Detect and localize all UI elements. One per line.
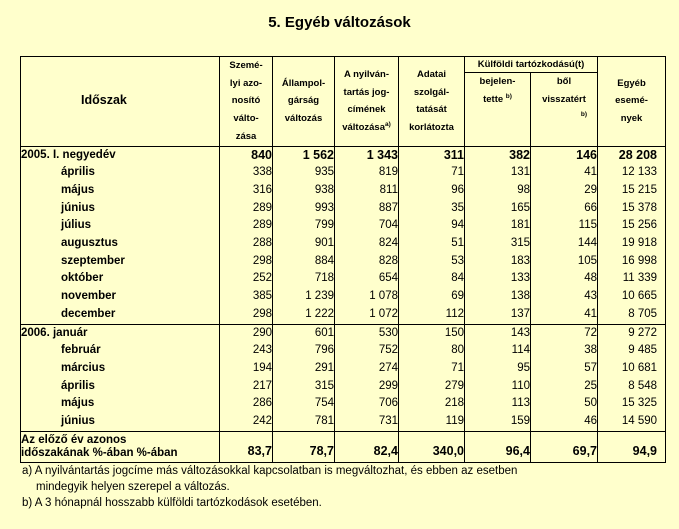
row-label: október [21, 270, 220, 288]
table-cell: 113 [465, 395, 531, 413]
table-cell: 46 [531, 413, 598, 431]
table-cell: 8 705 [598, 306, 666, 324]
table-cell: 25 [531, 378, 598, 396]
table-cell: 1 072 [335, 306, 399, 324]
table-cell: 41 [531, 306, 598, 324]
footnote-b: b) A 3 hónapnál hosszabb külföldi tartózkodások esetében. [22, 497, 322, 509]
table-cell: 83,7 [220, 431, 273, 462]
table-cell: 69 [399, 288, 465, 306]
table-row [21, 164, 666, 182]
table-row [21, 200, 666, 218]
table-row [21, 413, 666, 431]
table-cell: 194 [220, 360, 273, 378]
table-cell: 146 [531, 146, 598, 164]
table-cell: 38 [531, 342, 598, 360]
summary-row [21, 431, 666, 462]
table-cell: 781 [273, 413, 335, 431]
row-label: február [21, 342, 220, 360]
table-cell: 165 [465, 200, 531, 218]
table-cell: 242 [220, 413, 273, 431]
table-cell: 706 [335, 395, 399, 413]
table-cell: 29 [531, 182, 598, 200]
table-cell: 115 [531, 217, 598, 235]
table-cell: 298 [220, 306, 273, 324]
table-cell: 274 [335, 360, 399, 378]
table-cell: 704 [335, 217, 399, 235]
row-label: május [21, 395, 220, 413]
footnote-a-cont: mindegyik helyen szerepel a változás. [36, 481, 230, 493]
table-cell: 48 [531, 270, 598, 288]
table-cell: 150 [399, 324, 465, 342]
header-registration-change: A nyilván- tartás jog- címének változása$^{a)}$ [335, 57, 399, 147]
table-cell: 252 [220, 270, 273, 288]
row-label: május [21, 182, 220, 200]
table-cell: 993 [273, 200, 335, 218]
table-cell: 138 [465, 288, 531, 306]
table-row [21, 182, 666, 200]
row-label: június [21, 413, 220, 431]
table-cell: 57 [531, 360, 598, 378]
table-cell: 41 [531, 164, 598, 182]
table-cell: 315 [273, 378, 335, 396]
table-cell: 385 [220, 288, 273, 306]
table-cell: 15 325 [598, 395, 666, 413]
table-cell: 530 [335, 324, 399, 342]
row-label: augusztus [21, 235, 220, 253]
table-cell: 133 [465, 270, 531, 288]
table-cell: 43 [531, 288, 598, 306]
table-cell: 53 [399, 253, 465, 271]
table-cell: 28 208 [598, 146, 666, 164]
table-cell: 938 [273, 182, 335, 200]
table-cell: 110 [465, 378, 531, 396]
table-row [21, 253, 666, 271]
table-cell: 119 [399, 413, 465, 431]
table-cell: 299 [335, 378, 399, 396]
table-cell: 752 [335, 342, 399, 360]
table-cell: 14 590 [598, 413, 666, 431]
row-label: július [21, 217, 220, 235]
table-row [21, 306, 666, 324]
table-cell: 217 [220, 378, 273, 396]
table-cell: 338 [220, 164, 273, 182]
table-cell: 935 [273, 164, 335, 182]
table-cell: 290 [220, 324, 273, 342]
table-cell: 69,7 [531, 431, 598, 462]
table-cell: 35 [399, 200, 465, 218]
table-cell: 243 [220, 342, 273, 360]
table-cell: 828 [335, 253, 399, 271]
table-cell: 901 [273, 235, 335, 253]
table-row [21, 360, 666, 378]
table-cell: 84 [399, 270, 465, 288]
table-cell: 51 [399, 235, 465, 253]
table-cell: 112 [399, 306, 465, 324]
table-cell: 16 998 [598, 253, 666, 271]
table-cell: 94 [399, 217, 465, 235]
table-cell: 9 485 [598, 342, 666, 360]
table-cell: 19 918 [598, 235, 666, 253]
table-cell: 731 [335, 413, 399, 431]
table-cell: 887 [335, 200, 399, 218]
table-cell: 94,9 [598, 431, 666, 462]
table-cell: 316 [220, 182, 273, 200]
table-cell: 72 [531, 324, 598, 342]
header-citizenship-change: Állampol- gárság változás [273, 57, 335, 147]
table-cell: 96,4 [465, 431, 531, 462]
footnote-a: a) A nyilvántartás jogcíme más változásokkal kapcsolatban is megváltozhat, és ebben az esetben [22, 465, 518, 477]
table-cell: 1 078 [335, 288, 399, 306]
table-cell: 181 [465, 217, 531, 235]
table-cell: 66 [531, 200, 598, 218]
table-cell: 50 [531, 395, 598, 413]
table-cell: 298 [220, 253, 273, 271]
row-label: szeptember [21, 253, 220, 271]
row-label: december [21, 306, 220, 324]
row-label: 2005. I. negyedév [21, 146, 220, 164]
table-cell: 718 [273, 270, 335, 288]
table-cell: 143 [465, 324, 531, 342]
table-cell: 78,7 [273, 431, 335, 462]
table-row [21, 217, 666, 235]
table-cell: 811 [335, 182, 399, 200]
table-row [21, 270, 666, 288]
table-row [21, 378, 666, 396]
table-cell: 15 378 [598, 200, 666, 218]
table-cell: 71 [399, 164, 465, 182]
table-cell: 82,4 [335, 431, 399, 462]
table-cell: 1 239 [273, 288, 335, 306]
table-cell: 114 [465, 342, 531, 360]
table-cell: 131 [465, 164, 531, 182]
summary-label: Az előző év azonos időszakának %-ában %-ában [21, 431, 220, 462]
table-cell: 601 [273, 324, 335, 342]
table-cell: 10 665 [598, 288, 666, 306]
table-cell: 884 [273, 253, 335, 271]
table-cell: 1 343 [335, 146, 399, 164]
header-reported: bejelen- tette $^{b)}$ [465, 73, 531, 146]
table-cell: 71 [399, 360, 465, 378]
header-period: Időszak [21, 57, 220, 147]
table-cell: 137 [465, 306, 531, 324]
header-abroad-group: Külföldi tartózkodású(t) [465, 57, 598, 73]
table-cell: 144 [531, 235, 598, 253]
table-cell: 12 133 [598, 164, 666, 182]
row-label: november [21, 288, 220, 306]
table-cell: 799 [273, 217, 335, 235]
table-cell: 11 339 [598, 270, 666, 288]
header-data-restriction: Adatai szolgál- tatását korlátozta [399, 57, 465, 147]
row-label: április [21, 378, 220, 396]
table-row [21, 324, 666, 342]
table-cell: 279 [399, 378, 465, 396]
table-cell: 315 [465, 235, 531, 253]
row-label: április [21, 164, 220, 182]
table-cell: 340,0 [399, 431, 465, 462]
table-cell: 105 [531, 253, 598, 271]
table-cell: 1 562 [273, 146, 335, 164]
row-label: 2006. január [21, 324, 220, 342]
table-cell: 98 [465, 182, 531, 200]
table-cell: 289 [220, 200, 273, 218]
table-cell: 9 272 [598, 324, 666, 342]
table-cell: 654 [335, 270, 399, 288]
table-cell: 80 [399, 342, 465, 360]
table-row [21, 288, 666, 306]
header-other-events: Egyéb esemé- nyek [598, 57, 666, 147]
table-row [21, 146, 666, 164]
table-cell: 382 [465, 146, 531, 164]
table-row [21, 235, 666, 253]
statistics-table [20, 56, 666, 463]
table-cell: 754 [273, 395, 335, 413]
row-label: június [21, 200, 220, 218]
table-cell: 840 [220, 146, 273, 164]
table-cell: 288 [220, 235, 273, 253]
table-cell: 15 215 [598, 182, 666, 200]
table-cell: 796 [273, 342, 335, 360]
table-cell: 286 [220, 395, 273, 413]
table-cell: 311 [399, 146, 465, 164]
table-cell: 15 256 [598, 217, 666, 235]
table-cell: 819 [335, 164, 399, 182]
table-row [21, 342, 666, 360]
header-id-change: Szemé- lyi azo- nosító válto- zása [220, 57, 273, 147]
table-cell: 824 [335, 235, 399, 253]
footnotes [22, 463, 662, 511]
page-title: 5. Egyéb változások [268, 14, 411, 31]
table-cell: 96 [399, 182, 465, 200]
table-cell: 8 548 [598, 378, 666, 396]
table-cell: 1 222 [273, 306, 335, 324]
header-returned: ből visszatért $^{b)}$ [531, 73, 598, 146]
row-label: március [21, 360, 220, 378]
table-cell: 159 [465, 413, 531, 431]
table-cell: 291 [273, 360, 335, 378]
table-cell: 95 [465, 360, 531, 378]
table-cell: 289 [220, 217, 273, 235]
table-row [21, 395, 666, 413]
table-cell: 10 681 [598, 360, 666, 378]
table-cell: 183 [465, 253, 531, 271]
table-cell: 218 [399, 395, 465, 413]
